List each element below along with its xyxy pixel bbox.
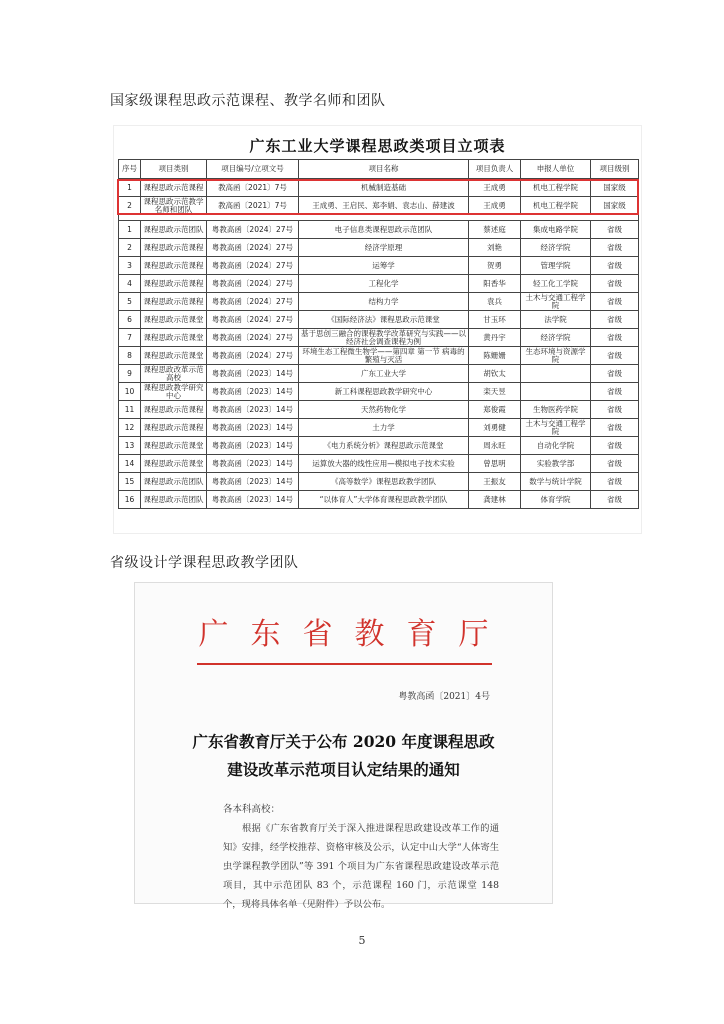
table-cell: 机电工程学院 bbox=[521, 197, 591, 215]
table-cell: 教高函〔2021〕7号 bbox=[207, 179, 299, 197]
table-cell: 粤教高函〔2024〕27号 bbox=[207, 311, 299, 329]
notice-title-line: 广东省教育厅关于公布 2020 年度课程思政 bbox=[192, 732, 495, 751]
table-cell: 5 bbox=[119, 293, 141, 311]
table-cell bbox=[521, 383, 591, 401]
table-cell: 周永旺 bbox=[469, 437, 521, 455]
table-header-row bbox=[119, 160, 639, 179]
table-cell: 龚建林 bbox=[469, 491, 521, 509]
table-row bbox=[119, 419, 639, 437]
table-cell: 实验教学部 bbox=[521, 455, 591, 473]
table-cell: 课程思政示范课堂 bbox=[141, 329, 207, 347]
table-cell: 粤教高函〔2023〕14号 bbox=[207, 455, 299, 473]
table-cell: 土木与交通工程学院 bbox=[521, 293, 591, 311]
table-cell: 课程思政教学研究中心 bbox=[141, 383, 207, 401]
table-cell: 课程思政示范课堂 bbox=[141, 311, 207, 329]
table-cell: 基于思创三融合的课程教学改革研究与实践——以经济社会调查课程为例 bbox=[299, 329, 469, 347]
table-cell: 省级 bbox=[591, 293, 639, 311]
header-cell: 项目类别 bbox=[141, 160, 207, 179]
table-cell: 管理学院 bbox=[521, 257, 591, 275]
table-cell: 4 bbox=[119, 275, 141, 293]
table-cell: 15 bbox=[119, 473, 141, 491]
table-cell: 课程思政示范团队 bbox=[141, 473, 207, 491]
table-cell: 1 bbox=[119, 221, 141, 239]
table-cell: 16 bbox=[119, 491, 141, 509]
table-cell: 课程思政示范课程 bbox=[141, 239, 207, 257]
table-row bbox=[119, 329, 639, 347]
table-cell: 天然药物化学 bbox=[299, 401, 469, 419]
table-cell: 粤教高函〔2024〕27号 bbox=[207, 257, 299, 275]
table-row bbox=[119, 311, 639, 329]
table-cell: 1 bbox=[119, 179, 141, 197]
table-cell: 栾天昱 bbox=[469, 383, 521, 401]
table-cell: 省级 bbox=[591, 383, 639, 401]
section-heading-national: 国家级课程思政示范课程、教学名师和团队 bbox=[110, 93, 386, 109]
table-cell: 省级 bbox=[591, 347, 639, 365]
table-row bbox=[119, 491, 639, 509]
table-cell: 课程思政示范课堂 bbox=[141, 455, 207, 473]
table-cell: 课程思政示范团队 bbox=[141, 491, 207, 509]
notice-title-line: 建设改革示范项目认定结果的通知 bbox=[227, 760, 460, 779]
table-cell: 省级 bbox=[591, 419, 639, 437]
table-cell: 土木与交通工程学院 bbox=[521, 419, 591, 437]
table-cell: 阳香华 bbox=[469, 275, 521, 293]
table-row bbox=[119, 179, 639, 197]
table-cell: 粤教高函〔2023〕14号 bbox=[207, 383, 299, 401]
table-cell: 自动化学院 bbox=[521, 437, 591, 455]
table-cell: 2 bbox=[119, 239, 141, 257]
table-cell bbox=[521, 365, 591, 383]
project-table bbox=[118, 159, 639, 509]
table-cell: 广东工业大学 bbox=[299, 365, 469, 383]
table-row bbox=[119, 275, 639, 293]
table-cell: 环境生态工程微生物学——第四章 第一节 病毒的繁殖与灭活 bbox=[299, 347, 469, 365]
table-title: 广东工业大学课程思政类项目立项表 bbox=[249, 137, 506, 155]
table-cell: 13 bbox=[119, 437, 141, 455]
table-cell: 省级 bbox=[591, 455, 639, 473]
table-cell: 8 bbox=[119, 347, 141, 365]
section-heading-provincial: 省级设计学课程思政教学团队 bbox=[110, 555, 299, 571]
table-cell: 黄丹宇 bbox=[469, 329, 521, 347]
table-row bbox=[119, 455, 639, 473]
table-cell: 陈姗姗 bbox=[469, 347, 521, 365]
header-cell: 项目编号/立项文号 bbox=[207, 160, 299, 179]
table-cell: 9 bbox=[119, 365, 141, 383]
table-cell: 新工科课程思政教学研究中心 bbox=[299, 383, 469, 401]
table-cell: 粤教高函〔2024〕27号 bbox=[207, 221, 299, 239]
table-cell: 工程化学 bbox=[299, 275, 469, 293]
header-cell: 项目级别 bbox=[591, 160, 639, 179]
notice-body: 根据《广东省教育厅关于深入推进课程思政建设改革工作的通知》安排，经学校推荐、资格审核及公示，认定中山大学“人体寄生虫学课程教学团队”等 391 个项目为广东省课程思政建设改革示范项目，其中示范团队 83 个，示范课程 160 门，示范课堂 148 个，现将具体名单（见附件）予以公布。 bbox=[223, 823, 499, 910]
table-cell: 粤教高函〔2023〕14号 bbox=[207, 419, 299, 437]
notice-title bbox=[135, 728, 552, 784]
table-cell: 数学与统计学院 bbox=[521, 473, 591, 491]
table-cell: 法学院 bbox=[521, 311, 591, 329]
table-cell: 蔡述庭 bbox=[469, 221, 521, 239]
notice-letterhead: 广东省教育厅 bbox=[198, 617, 511, 652]
table-cell: 课程思政示范课程 bbox=[141, 401, 207, 419]
table-cell: 11 bbox=[119, 401, 141, 419]
table-cell: 粤教高函〔2023〕14号 bbox=[207, 365, 299, 383]
table-cell: 12 bbox=[119, 419, 141, 437]
table-cell: 《高等数学》课程思政教学团队 bbox=[299, 473, 469, 491]
table-cell: 贺勇 bbox=[469, 257, 521, 275]
table-cell: 轻工化工学院 bbox=[521, 275, 591, 293]
table-cell: 《电力系统分析》课程思政示范课堂 bbox=[299, 437, 469, 455]
table-cell: 课程思政示范课程 bbox=[141, 419, 207, 437]
table-cell: 王成勇 bbox=[469, 197, 521, 215]
table-cell: 省级 bbox=[591, 473, 639, 491]
table-cell: 粤教高函〔2023〕14号 bbox=[207, 473, 299, 491]
table-cell: 国家级 bbox=[591, 179, 639, 197]
table-cell: 《国际经济法》课程思政示范课堂 bbox=[299, 311, 469, 329]
table-cell: 结构力学 bbox=[299, 293, 469, 311]
table-row bbox=[119, 365, 639, 383]
table-cell: 机电工程学院 bbox=[521, 179, 591, 197]
table-cell: 2 bbox=[119, 197, 141, 215]
header-cell: 申报人单位 bbox=[521, 160, 591, 179]
table-cell: 省级 bbox=[591, 401, 639, 419]
table-row bbox=[119, 239, 639, 257]
table-cell: 刘艳 bbox=[469, 239, 521, 257]
table-cell: 粤教高函〔2023〕14号 bbox=[207, 401, 299, 419]
project-table-image bbox=[113, 125, 642, 534]
table-cell: 省级 bbox=[591, 491, 639, 509]
table-cell: 省级 bbox=[591, 365, 639, 383]
table-cell: 3 bbox=[119, 257, 141, 275]
table-cell: 刘勇健 bbox=[469, 419, 521, 437]
table-cell: 课程思政示范课堂 bbox=[141, 347, 207, 365]
table-cell: 粤教高函〔2023〕14号 bbox=[207, 437, 299, 455]
table-cell: 课程思政改革示范高校 bbox=[141, 365, 207, 383]
table-cell: 郑俊霞 bbox=[469, 401, 521, 419]
national-rows bbox=[119, 179, 639, 215]
table-cell: 粤教高函〔2024〕27号 bbox=[207, 239, 299, 257]
notice-document-image bbox=[134, 582, 553, 910]
table-cell: 粤教高函〔2023〕14号 bbox=[207, 491, 299, 509]
letterhead-rule bbox=[197, 663, 492, 665]
table-cell: 集成电路学院 bbox=[521, 221, 591, 239]
table-cell: 体育学院 bbox=[521, 491, 591, 509]
table-cell: 教高函〔2021〕7号 bbox=[207, 197, 299, 215]
table-cell: 国家级 bbox=[591, 197, 639, 215]
table-cell: 运算放大器的线性应用—模拟电子技术实验 bbox=[299, 455, 469, 473]
table-cell: 课程思政示范课堂 bbox=[141, 437, 207, 455]
table-cell: 省级 bbox=[591, 239, 639, 257]
table-cell: 省级 bbox=[591, 257, 639, 275]
table-cell: 甘玉环 bbox=[469, 311, 521, 329]
table-row bbox=[119, 257, 639, 275]
table-cell: 电子信息类课程思政示范团队 bbox=[299, 221, 469, 239]
table-cell: 运筹学 bbox=[299, 257, 469, 275]
page-number: 5 bbox=[358, 934, 366, 947]
header-cell: 序号 bbox=[119, 160, 141, 179]
table-cell: 王振友 bbox=[469, 473, 521, 491]
table-row bbox=[119, 401, 639, 419]
table-cell: 6 bbox=[119, 311, 141, 329]
table-cell: 课程思政示范课程 bbox=[141, 275, 207, 293]
table-row bbox=[119, 347, 639, 365]
table-cell: 机械制造基础 bbox=[299, 179, 469, 197]
table-cell: 王成勇 bbox=[469, 179, 521, 197]
notice-greeting: 各本科高校： bbox=[223, 804, 281, 815]
table-cell: 14 bbox=[119, 455, 141, 473]
table-cell: “以体育人”大学体育课程思政教学团队 bbox=[299, 491, 469, 509]
table-cell: 课程思政示范课程 bbox=[141, 293, 207, 311]
table-cell: 省级 bbox=[591, 329, 639, 347]
table-cell: 土力学 bbox=[299, 419, 469, 437]
table-cell: 王成勇、王启民、郑李娟、袁志山、薛建波 bbox=[299, 197, 469, 215]
notice-doc-number: 粤教高函〔2021〕4号 bbox=[398, 692, 490, 702]
table-row bbox=[119, 383, 639, 401]
table-cell: 胡钦太 bbox=[469, 365, 521, 383]
table-cell: 课程思政示范课程 bbox=[141, 257, 207, 275]
table-cell: 7 bbox=[119, 329, 141, 347]
table-cell: 粤教高函〔2024〕27号 bbox=[207, 293, 299, 311]
table-cell: 课程思政示范课程 bbox=[141, 179, 207, 197]
table-cell: 省级 bbox=[591, 221, 639, 239]
table-cell: 袁兵 bbox=[469, 293, 521, 311]
table-cell: 粤教高函〔2024〕27号 bbox=[207, 347, 299, 365]
table-cell: 经济学院 bbox=[521, 329, 591, 347]
table-cell: 粤教高函〔2024〕27号 bbox=[207, 329, 299, 347]
table-cell: 曾思明 bbox=[469, 455, 521, 473]
table-cell: 课程思政示范团队 bbox=[141, 221, 207, 239]
table-cell: 生态环境与资源学院 bbox=[521, 347, 591, 365]
table-row bbox=[119, 197, 639, 215]
table-cell: 经济学原理 bbox=[299, 239, 469, 257]
provincial-rows bbox=[119, 221, 639, 509]
table-cell: 省级 bbox=[591, 311, 639, 329]
table-cell: 粤教高函〔2024〕27号 bbox=[207, 275, 299, 293]
table-row bbox=[119, 221, 639, 239]
header-cell: 项目负责人 bbox=[469, 160, 521, 179]
table-cell: 生物医药学院 bbox=[521, 401, 591, 419]
table-cell: 课程思政示范教学名师和团队 bbox=[141, 197, 207, 215]
table-cell: 10 bbox=[119, 383, 141, 401]
table-cell: 省级 bbox=[591, 275, 639, 293]
table-row bbox=[119, 293, 639, 311]
table-cell: 经济学院 bbox=[521, 239, 591, 257]
table-cell: 省级 bbox=[591, 437, 639, 455]
table-row bbox=[119, 437, 639, 455]
header-cell: 项目名称 bbox=[299, 160, 469, 179]
table-row bbox=[119, 473, 639, 491]
